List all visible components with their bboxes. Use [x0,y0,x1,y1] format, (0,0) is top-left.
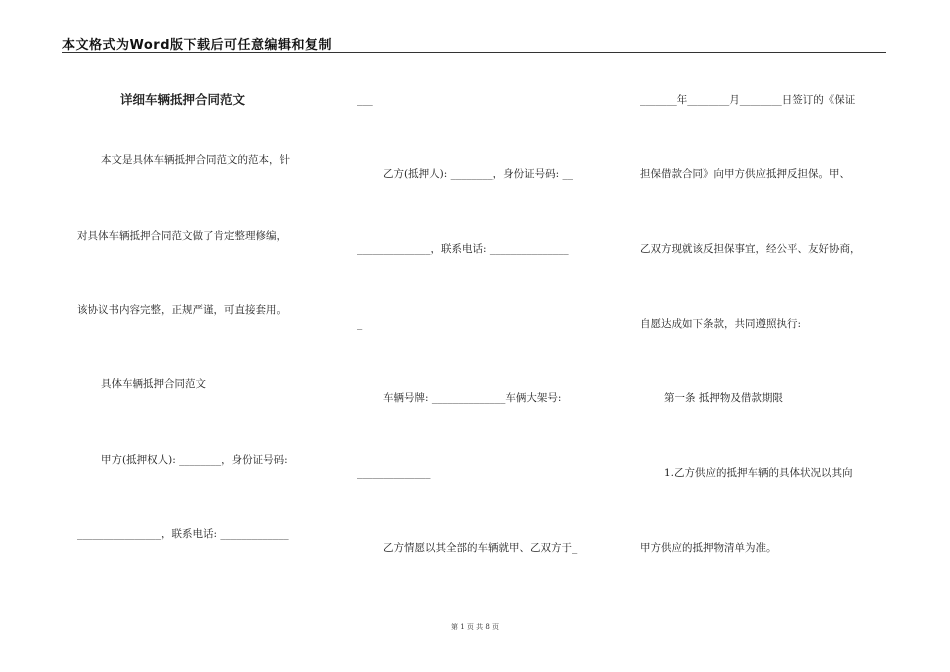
paragraph-line: _ [357,318,363,330]
paragraph-line: 该协议书内容完整，正规严谨，可直接套用。 [77,304,287,316]
header-title: 本文格式为Word版下载后可任意编辑和复制 [62,38,333,53]
paragraph-line: ___ [357,94,373,106]
paragraph-line: 乙方(抵押人): ________，身份证号码: __ [383,168,573,180]
paragraph-line: 车辆号牌: ______________车俩大架号: [383,392,562,404]
paragraph-line: 自愿达成如下条款，共同遵照执行: [640,318,802,330]
section-heading: 第一条 抵押物及借款期限 [664,392,783,404]
paragraph-line: ________________，联系电话: _____________ [77,528,289,540]
paragraph-line: 甲方供应的抵押物清单为准。 [640,542,777,554]
section-heading: 具体车辆抵押合同范文 [101,378,206,390]
paragraph-line: 担保借款合同》向甲方供应抵押反担保。甲、 [640,168,850,180]
paragraph-line: 甲方(抵押权人): ________，身份证号码: [101,454,288,466]
document-title: 详细车辆抵押合同范文 [120,92,246,107]
paragraph-line: ______________ [357,467,431,479]
paragraph-line: 乙双方现就该反担保事宜，经公平、友好协商， [640,243,861,255]
paragraph-line: 本文是具体车辆抵押合同范文的范本，针 [101,154,290,166]
paragraph-line: ______________，联系电话: _______________ [357,243,569,255]
paragraph-line: 1.乙方供应的抵押车辆的具体状况以其向 [664,467,853,479]
page-footer: 第 1 页 共 8 页 [450,623,500,631]
document-header [62,34,886,53]
paragraph-line: _______年________月________日签订的《保证 [640,94,856,106]
paragraph-line: 对具体车辆抵押合同范文做了肯定整理修编， [77,230,287,242]
paragraph-line: 乙方情愿以其全部的车辆就甲、乙双方于_ [383,542,578,554]
